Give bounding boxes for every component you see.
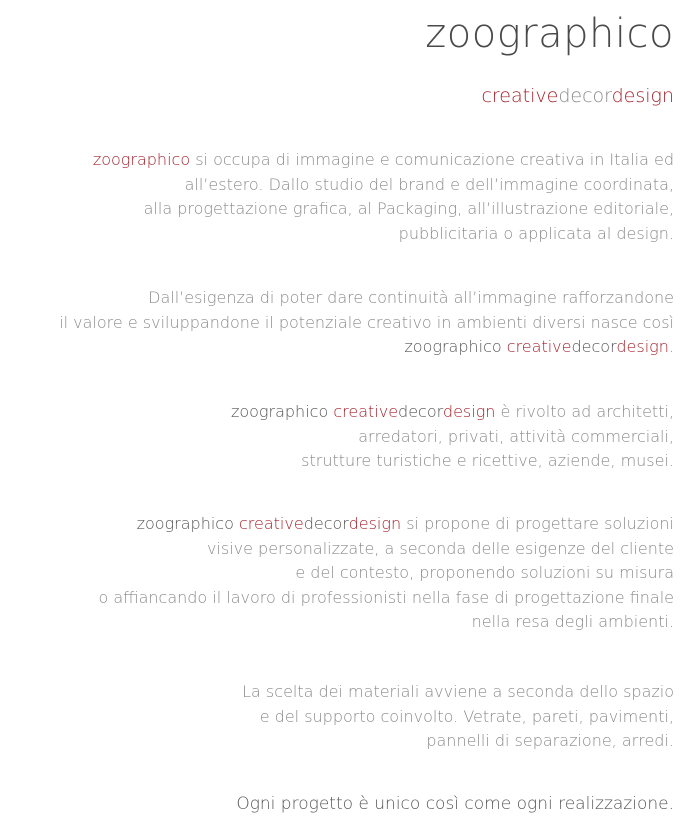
brand-design: design	[348, 514, 402, 533]
paragraph-intro	[0, 148, 674, 246]
tagline-creative: creative	[481, 85, 559, 107]
brand-creative: creative	[238, 514, 304, 533]
paragraph-line: e del supporto coinvolto. Vetrate, pareti, pavimenti,	[259, 706, 674, 726]
brand-creative: creative	[506, 337, 572, 356]
brand-name: zoographico	[230, 402, 329, 421]
brand-name: zoographico	[404, 337, 502, 356]
paragraph-line: visive personalizzate, a seconda delle esigenze del cliente	[206, 538, 674, 558]
paragraph-line: strutture turistiche e ricettive, aziende, musei.	[301, 451, 674, 470]
tagline-decor: decor	[558, 85, 612, 107]
paragraph-origin	[0, 286, 674, 360]
brand-design: design	[442, 402, 496, 421]
paragraph-line	[0, 335, 674, 360]
paragraph-line	[0, 512, 674, 537]
paragraph-materials	[0, 680, 674, 754]
text-segment: si occupa di immagine e comunicazione creativa in Italia ed	[190, 150, 674, 169]
brand-decor: decor	[571, 337, 617, 356]
paragraph-line: e del contesto, proponendo soluzioni su misura	[295, 563, 674, 582]
brand-decor: decor	[398, 402, 443, 421]
paragraph-line: all’estero. Dallo studio del brand e dell’immagine coordinata,	[184, 174, 674, 194]
paragraph-line: alla progettazione grafica, al Packaging, all’illustrazione editoriale,	[143, 199, 674, 218]
paragraph-line: nella resa degli ambienti.	[471, 612, 674, 631]
brand-name: zoographico	[136, 514, 234, 533]
paragraph-line: La scelta dei materiali avviene a seconda dello spazio	[242, 682, 674, 701]
paragraph-line: o affiancando il lavoro di professionisti nella fase di progettazione finale	[98, 587, 674, 607]
tagline-design: design	[611, 85, 674, 107]
tagline	[481, 84, 674, 108]
paragraph-line: arredatori, privati, attività commerciali,	[358, 426, 674, 446]
closing-line: Ogni progetto è unico così come ogni realizzazione.	[236, 794, 674, 814]
paragraph-services	[0, 512, 674, 635]
brand-creative: creative	[333, 402, 399, 421]
paragraph-line: Dall’esigenza di poter dare continuità all’immagine rafforzandone	[148, 288, 674, 307]
brand-design: design	[616, 337, 669, 356]
paragraph-line: pannelli di separazione, arredi.	[426, 731, 674, 750]
paragraph-audience	[0, 400, 674, 474]
paragraph-line: il valore e sviluppandone il potenziale creativo in ambienti diversi nasce così	[59, 312, 674, 332]
text-segment: è rivolto ad architetti,	[495, 402, 674, 421]
text-segment: si propone di progettare soluzioni	[401, 514, 674, 533]
paragraph-closing	[0, 792, 674, 817]
logo-title: zoographico	[425, 11, 674, 57]
paragraph-line: pubblicitaria o applicata al design.	[398, 223, 674, 243]
brand-decor: decor	[303, 514, 349, 533]
paragraph-line	[0, 148, 674, 173]
brand-name: zoographico	[92, 150, 191, 169]
text-segment: .	[668, 337, 674, 356]
paragraph-line	[0, 400, 674, 425]
